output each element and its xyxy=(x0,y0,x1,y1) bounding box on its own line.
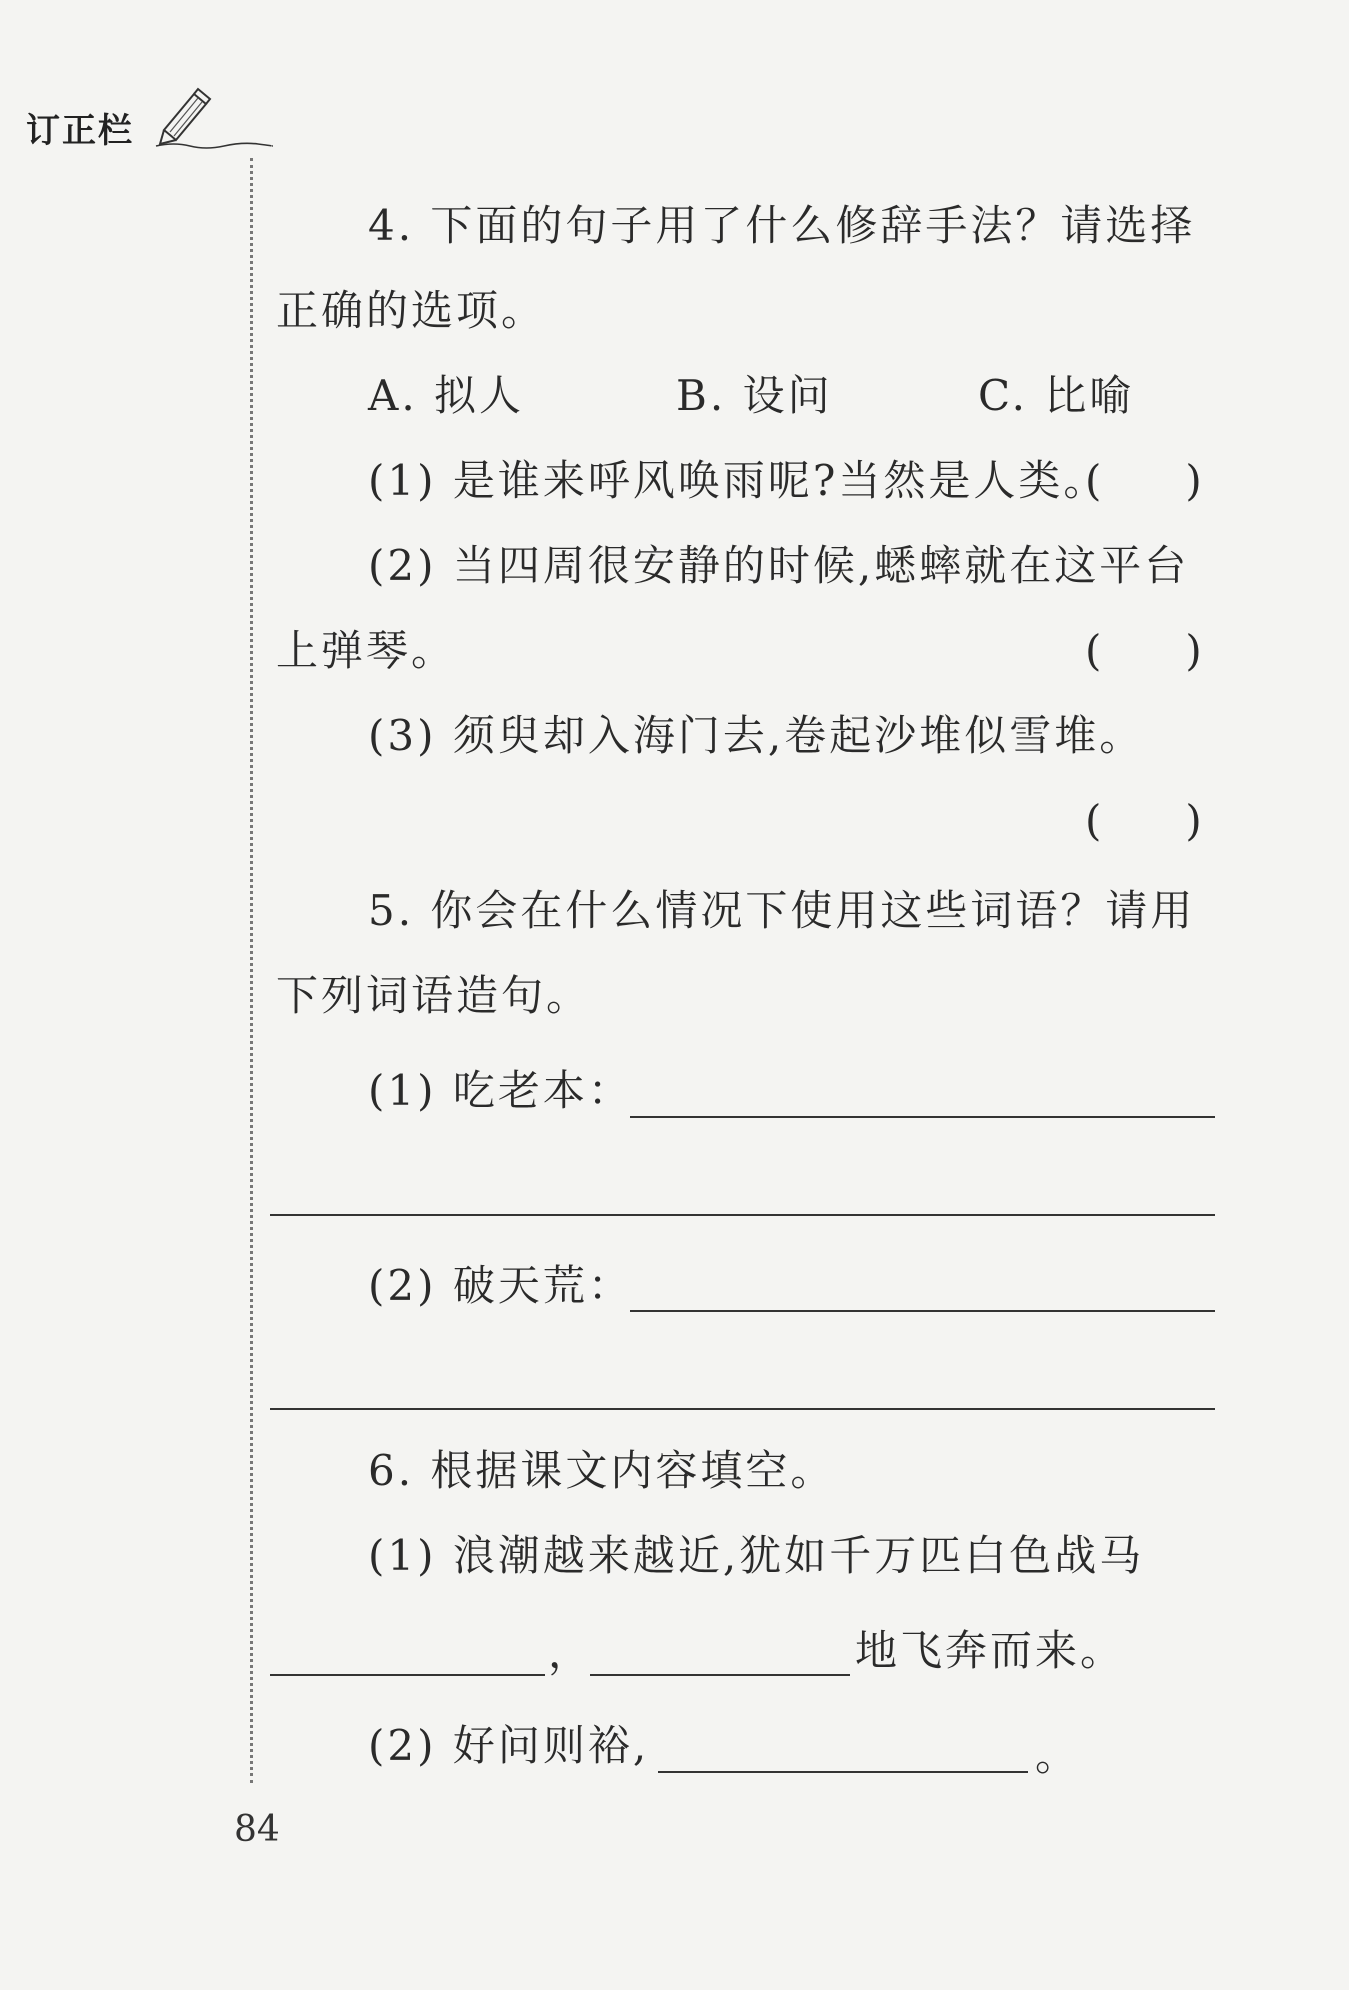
question-6-item-1-line-1: (1) 浪潮越来越近,犹如千万匹白色战马 xyxy=(368,1531,1145,1580)
option-b: B. 设问 xyxy=(676,371,833,420)
answer-line-5-2a[interactable] xyxy=(630,1310,1215,1312)
question-5-item-1: (1) 吃老本： xyxy=(368,1066,633,1115)
question-4-item-2-line-2: 上弹琴。 xyxy=(276,626,457,675)
answer-line-6-2[interactable] xyxy=(658,1771,1028,1773)
correction-column-header xyxy=(26,98,134,151)
question-4-item-3: (3) 须臾却入海门去,卷起沙堆似雪堆。 xyxy=(368,711,1145,760)
question-5-prompt-line-2: 下列词语造句。 xyxy=(276,971,592,1020)
question-5-item-2: (2) 破天荒： xyxy=(368,1261,633,1310)
question-6-prompt: 6. 根据课文内容填空。 xyxy=(368,1446,836,1495)
answer-paren-4-1[interactable]: ( ) xyxy=(1085,456,1202,505)
question-5-prompt-line-1: 5. 你会在什么情况下使用这些词语？请用 xyxy=(368,886,1196,935)
answer-paren-4-3[interactable]: ( ) xyxy=(1085,796,1202,845)
answer-paren-4-2[interactable]: ( ) xyxy=(1085,626,1202,675)
answer-line-6-1b[interactable] xyxy=(590,1674,850,1676)
question-6-item-1-tail: 地飞奔而来。 xyxy=(855,1626,1126,1675)
answer-line-5-2b[interactable] xyxy=(270,1408,1215,1410)
question-6-item-2: (2) 好问则裕, xyxy=(368,1721,650,1770)
correction-column-divider xyxy=(250,158,253,1783)
option-c: C. 比喻 xyxy=(978,371,1135,420)
pencil-icon xyxy=(154,84,274,154)
question-6-item-1-comma: ， xyxy=(548,1628,594,1677)
question-6-item-2-end: 。 xyxy=(1035,1731,1081,1780)
answer-line-5-1a[interactable] xyxy=(630,1116,1215,1118)
question-4-prompt-line-2: 正确的选项。 xyxy=(276,286,547,335)
question-4-item-1: (1) 是谁来呼风唤雨呢?当然是人类。 xyxy=(368,456,1109,505)
correction-column-title: 订正栏 xyxy=(26,111,134,151)
question-4-prompt-line-1: 4. 下面的句子用了什么修辞手法？请选择 xyxy=(368,201,1196,250)
page-number: 84 xyxy=(234,1809,280,1850)
answer-line-6-1a[interactable] xyxy=(270,1674,545,1676)
option-a: A. 拟人 xyxy=(368,371,525,420)
question-4-item-2-line-1: (2) 当四周很安静的时候,蟋蟀就在这平台 xyxy=(368,541,1190,590)
answer-line-5-1b[interactable] xyxy=(270,1214,1215,1216)
